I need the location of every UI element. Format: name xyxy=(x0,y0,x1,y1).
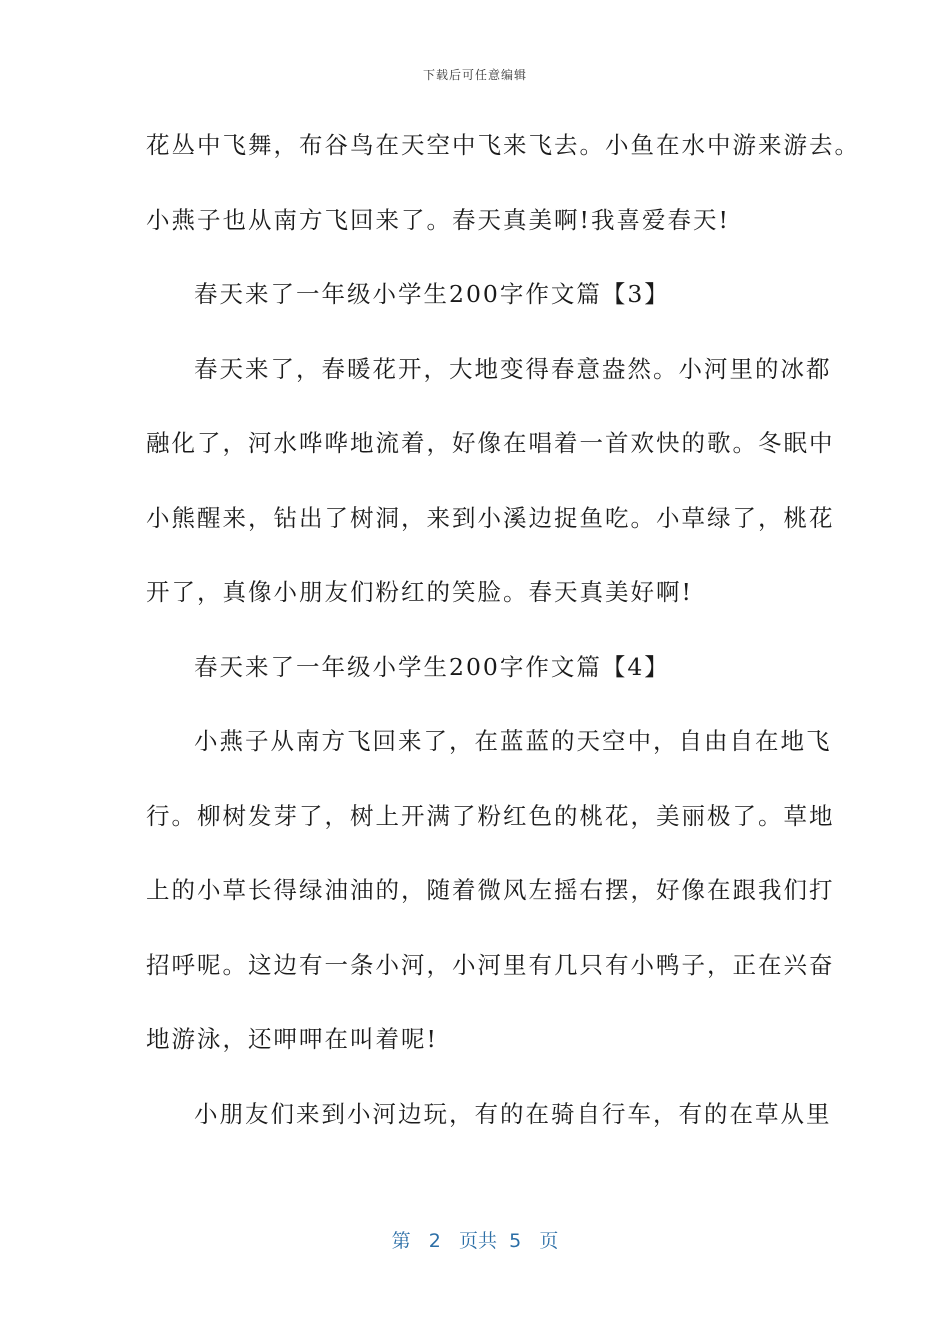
text-line-14: 小朋友们来到小河边玩，有的在骑自行车，有的在草从里 xyxy=(194,1099,832,1128)
header-note: 下载后可任意编辑 xyxy=(422,68,527,82)
page-footer xyxy=(0,1226,950,1253)
text-line-1: 花丛中飞舞，布谷鸟在天空中飞来飞去。小鱼在水中游来游去。 xyxy=(146,131,860,159)
page-label-prefix: 第 xyxy=(391,1230,411,1252)
section-heading-4: 春天来了一年级小学生200字作文篇【4】 xyxy=(194,652,670,681)
text-line-12: 招呼呢。这边有一条小河，小河里有几只有小鸭子，正在兴奋 xyxy=(146,950,835,979)
text-line-11: 上的小草长得绿油油的，随着微风左摇右摆，好像在跟我们打 xyxy=(146,876,835,904)
text-line-6: 小熊醒来，钻出了树洞，来到小溪边捉鱼吃。小草绿了，桃花 xyxy=(146,503,835,532)
page-label-suffix: 页 xyxy=(539,1230,559,1252)
text-line-7: 开了，真像小朋友们粉红的笑脸。春天真美好啊! xyxy=(146,578,693,606)
text-line-5: 融化了，河水哗哗地流着，好像在唱着一首欢快的歌。冬眠中 xyxy=(146,429,835,457)
text-line-10: 行。柳树发芽了，树上开满了粉红色的桃花，美丽极了。草地 xyxy=(146,801,835,830)
total-pages-number: 5 xyxy=(509,1230,522,1252)
current-page-number: 2 xyxy=(428,1230,441,1252)
text-line-13: 地游泳，还呷呷在叫着呢! xyxy=(146,1025,438,1053)
text-line-4: 春天来了，春暖花开，大地变得春意盎然。小河里的冰都 xyxy=(194,354,832,383)
document-body xyxy=(146,118,860,1161)
text-line-9: 小燕子从南方飞回来了，在蓝蓝的天空中，自由自在地飞 xyxy=(194,727,832,755)
section-heading-3: 春天来了一年级小学生200字作文篇【3】 xyxy=(194,280,670,308)
page-label-mid: 页共 xyxy=(459,1230,498,1252)
text-line-2: 小燕子也从南方飞回来了。春天真美啊!我喜爱春天! xyxy=(146,205,730,234)
